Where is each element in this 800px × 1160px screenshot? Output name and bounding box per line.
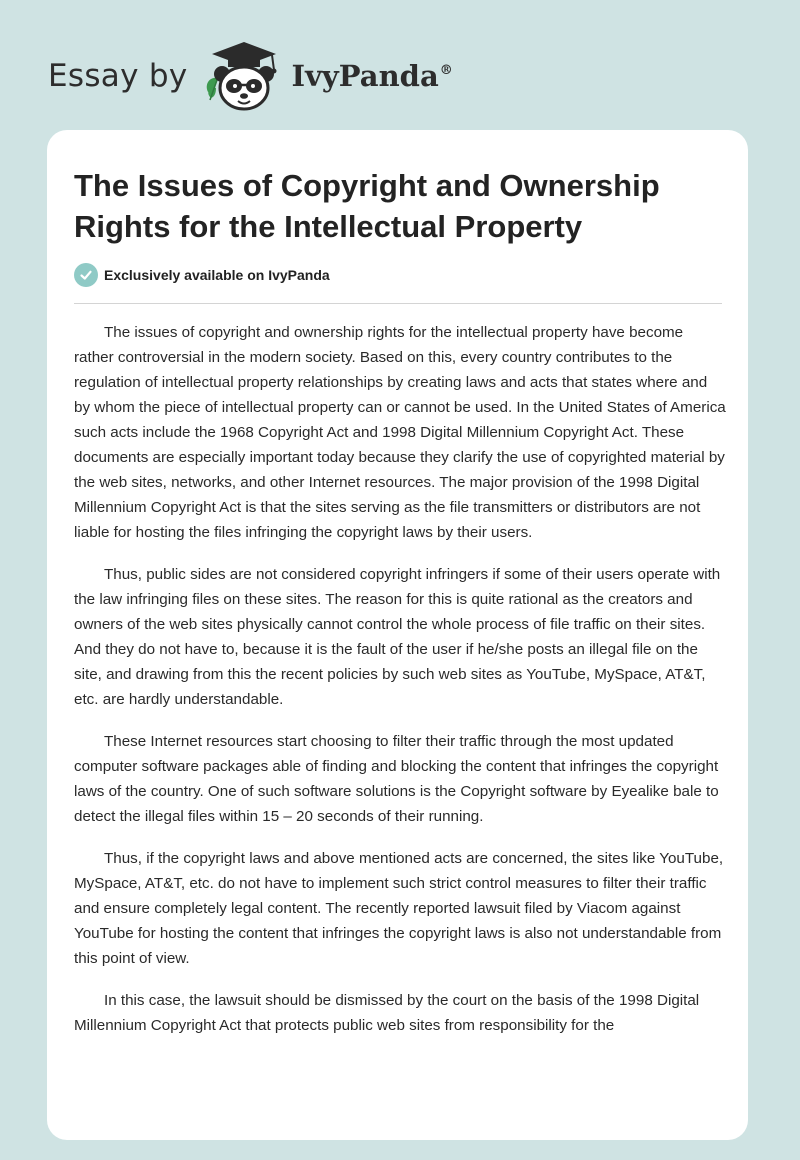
paragraph: The issues of copyright and ownership rights for the intellectual property have become rather controversial in the modern society. Based on this, every country contributes to the regulation of intellectual property relationships by creating laws and acts that states where and by whom the piece of intellectual property can or cannot be used. In the United States of America such acts include the 1968 Copyright Act and 1998 Digital Millennium Copyright Act. These documents are especially important today because they clarify the use of copyrighted material by the web sites, networks, and other Internet resources. The major provision of the 1998 Digital Millennium Copyright Act is that the sites serving as the file transmitters or distributors are not liable for hosting the files infringing the copyright laws by their users. <box>74 324 726 541</box>
panda-logo-icon <box>202 40 286 112</box>
brand-text: IvyPanda <box>291 59 439 93</box>
essay-title: The Issues of Copyright and Ownership Rights for the Intellectual Property <box>74 168 660 244</box>
paragraph: Thus, public sides are not considered copyright infringers if some of their users operate with the law infringing files on these sites. The reason for this is quite rational as the creators and owners of the web sites physically cannot control the whole process of file traffic on their sites. And they do not have to, because it is the fault of the user if he/she posts an illegal file on the site, and drawing from this the recent policies by such web sites as YouTube, MySpace, AT&T, etc. are hardly understandable. <box>74 566 721 708</box>
site-header <box>48 36 453 116</box>
exclusive-label: Exclusively available on IvyPanda <box>104 267 330 283</box>
check-icon <box>74 263 98 287</box>
divider <box>74 303 722 304</box>
essay-card <box>47 130 748 1140</box>
registered-mark: ® <box>439 63 453 78</box>
paragraph: Thus, if the copyright laws and above mentioned acts are concerned, the sites like YouTube, MySpace, AT&T, etc. do not have to implement such strict control measures to filter their traffic and ensure completely legal content. The recently reported lawsuit filed by Viacom against YouTube for hosting the content that infringes the copyright laws is also not understandable from this point of view. <box>74 850 724 967</box>
essay-body <box>74 320 726 1055</box>
paragraph: These Internet resources start choosing to filter their traffic through the most updated computer software packages able of finding and blocking the content that infringes the copyright laws of the country. One of such software solutions is the Copyright software by Eyealike bale to detect the illegal files within 15 – 20 seconds of their running. <box>74 733 719 825</box>
essay-by-label: Essay by <box>48 58 188 94</box>
brand-name[interactable] <box>292 59 453 93</box>
exclusive-badge <box>74 263 330 287</box>
paragraph: In this case, the lawsuit should be dismissed by the court on the basis of the 1998 Digital Millennium Copyright Act that protects public web sites from responsibility for the <box>74 992 700 1034</box>
